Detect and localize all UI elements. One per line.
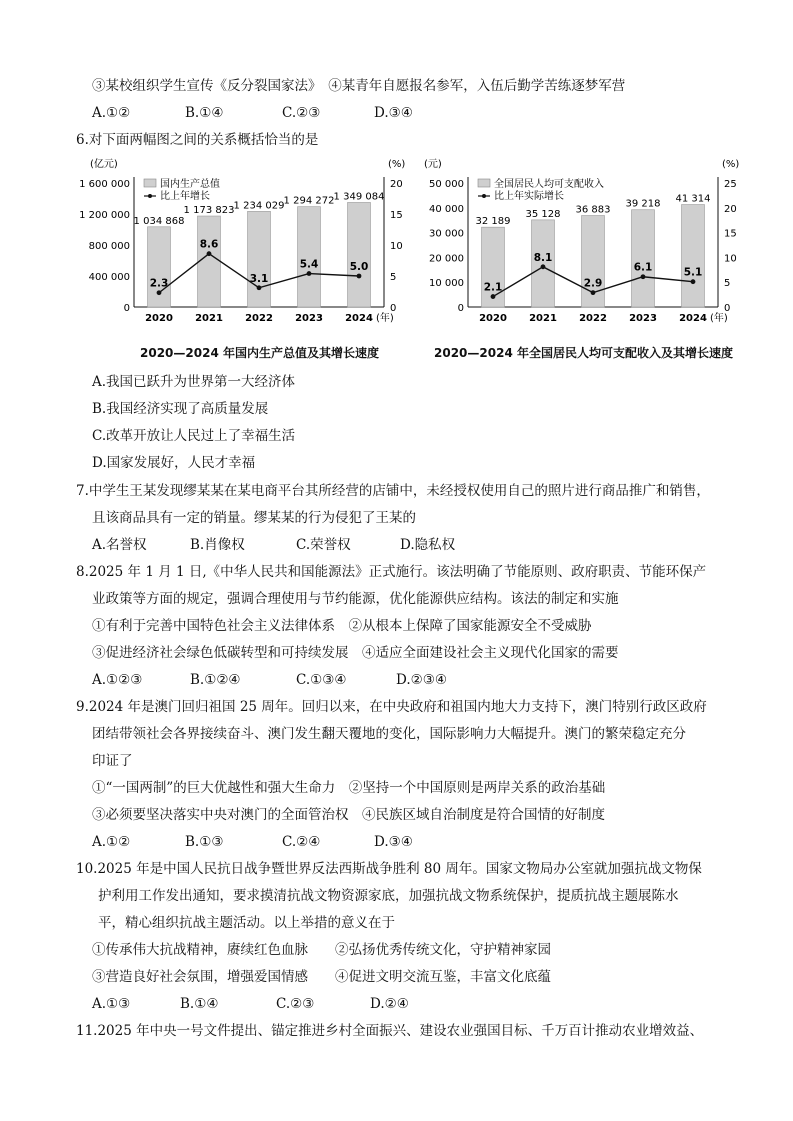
y-right-tick-label: 20 — [390, 179, 403, 190]
growth-point — [157, 290, 162, 295]
legend-bar-label: 全国居民人均可支配收入 — [494, 179, 604, 190]
y-left-tick-label: 50 000 — [429, 179, 464, 190]
q8-option-b: B.①②④ — [190, 672, 241, 688]
bar-value-label: 32 189 — [475, 216, 511, 228]
q5-option-b: B.①④ — [185, 105, 224, 121]
q7-option-b: B.肖像权 — [190, 537, 245, 553]
y-left-tick-label: 20 000 — [429, 253, 464, 265]
y-right-tick-label: 5 — [724, 278, 731, 290]
growth-value-label: 5.0 — [349, 261, 369, 273]
q9-option-c: C.②④ — [282, 834, 321, 850]
q10-statements-1: ①传承伟大抗战精神，赓续红色血脉 ②弘扬优秀传统文化，守护精神家园 — [92, 942, 551, 958]
legend-line-label: 比上年实际增长 — [494, 191, 564, 202]
chart-income — [420, 155, 760, 335]
q5-option-a: A.①② — [92, 105, 131, 121]
x-axis-unit: (年) — [376, 313, 394, 324]
legend-line-label: 比上年增长 — [160, 191, 210, 202]
growth-value-label: 3.1 — [249, 272, 269, 285]
growth-value-label: 2.1 — [483, 281, 503, 294]
growth-point — [641, 274, 646, 279]
y-left-tick-label: 1 200 000 — [79, 210, 130, 221]
q9-statements-1: ①“一国两制”的巨大优越性和强大生命力 ②坚持一个中国原则是两岸关系的政治基础 — [92, 780, 606, 796]
q7-option-d: D.隐私权 — [400, 537, 456, 553]
q6-option-b: B.我国经济实现了高质量发展 — [92, 401, 269, 417]
growth-value-label: 2.9 — [583, 277, 603, 290]
q6-option-d: D.国家发展好，人民才幸福 — [92, 455, 256, 471]
q8-line2: 业政策等方面的规定，强调合理使用与节约能源，优化能源供应结构。该法的制定和实施 — [92, 591, 619, 607]
y-right-tick-label: 15 — [390, 210, 403, 221]
y-right-tick-label: 10 — [724, 253, 737, 265]
q9-line3: 印证了 — [92, 753, 133, 769]
growth-value-label: 5.4 — [299, 258, 319, 271]
chart-income-title: 2020—2024 年全国居民人均可支配收入及其增长速度 — [434, 346, 733, 360]
bar-value-label: 36 883 — [575, 204, 611, 216]
growth-point — [541, 264, 546, 269]
x-axis-unit: (年) — [710, 313, 728, 324]
growth-point — [691, 279, 696, 284]
q5-option-c: C.②③ — [282, 105, 321, 121]
x-tick-label: 2022 — [245, 313, 273, 324]
legend-line-marker — [148, 194, 152, 198]
bar — [198, 216, 221, 307]
q5-statement-line: ③某校组织学生宣传《反分裂国家法》 ④某青年自愿报名参军，入伍后勤学苦练逐梦军营 — [92, 78, 626, 94]
bar-value-label: 39 218 — [625, 198, 661, 210]
y-left-tick-label: 30 000 — [429, 228, 464, 240]
y-left-unit: (元) — [424, 159, 442, 170]
legend-line-marker — [482, 194, 486, 198]
q10-line2: 护利用工作发出通知，要求摸清抗战文物资源家底，加强抗战文物系统保护，提质抗战主题展陈水 — [98, 888, 679, 904]
q10-line3: 平，精心组织抗战主题活动。以上举措的意义在于 — [98, 915, 395, 931]
legend-bar-swatch — [478, 179, 490, 187]
y-right-tick-label: 15 — [724, 228, 737, 240]
legend-bar-label: 国内生产总值 — [160, 179, 220, 190]
q10-line1: 10.2025 年是中国人民抗日战争暨世界反法西斯战争胜利 80 周年。国家文物局办公室就加强抗战文物保 — [76, 861, 702, 877]
bar-value-label: 1 173 823 — [183, 205, 235, 217]
bar-value-label: 35 128 — [525, 208, 561, 220]
q8-option-a: A.①②③ — [92, 672, 143, 688]
bar-value-label: 1 234 029 — [233, 200, 285, 212]
bar — [298, 207, 321, 307]
legend-bar-swatch — [144, 179, 156, 187]
bar-value-label: 1 349 084 — [333, 191, 385, 203]
chart-gdp — [78, 155, 418, 335]
growth-value-label: 8.1 — [533, 251, 553, 264]
y-left-tick-label: 800 000 — [88, 241, 130, 252]
x-tick-label: 2023 — [629, 313, 657, 324]
q8-option-d: D.②③④ — [396, 672, 447, 688]
q7-option-a: A.名誉权 — [92, 537, 147, 553]
bar — [248, 211, 271, 307]
y-right-tick-label: 20 — [724, 203, 737, 215]
q10-option-d: D.②④ — [370, 996, 409, 1012]
q6-option-a: A.我国已跃升为世界第一大经济体 — [92, 374, 296, 390]
q5-option-d: D.③④ — [374, 105, 413, 121]
bar-value-label: 41 314 — [675, 193, 711, 205]
q11-line1: 11.2025 年中央一号文件提出、锚定推进乡村全面振兴、建设农业强国目标、千万百计推动农业增效益、 — [76, 1023, 704, 1039]
growth-point — [307, 271, 312, 276]
y-right-unit: (%) — [722, 159, 740, 170]
growth-value-label: 8.6 — [199, 238, 219, 251]
q9-option-a: A.①② — [92, 834, 131, 850]
bar-value-label: 1 034 868 — [133, 215, 185, 227]
chart-income-svg — [420, 155, 760, 335]
y-left-tick-label: 0 — [123, 303, 130, 314]
y-right-tick-label: 0 — [390, 303, 397, 314]
q6-option-c: C.改革开放让人民过上了幸福生活 — [92, 428, 296, 444]
x-tick-label: 2020 — [145, 313, 173, 324]
q9-option-d: D.③④ — [374, 834, 413, 850]
y-right-tick-label: 0 — [724, 303, 731, 314]
growth-point — [207, 251, 212, 256]
y-left-tick-label: 400 000 — [88, 272, 130, 283]
chart-gdp-svg — [78, 155, 418, 335]
q9-option-b: B.①③ — [185, 834, 224, 850]
q7-line1: 7.中学生王某发现缪某某在某电商平台其所经营的店铺中，未经授权使用自己的照片进行商品推广和销售， — [76, 483, 710, 499]
y-left-tick-label: 40 000 — [429, 203, 464, 215]
q9-statements-2: ③必须要坚决落实中央对澳门的全面管治权 ④民族区域自治制度是符合国情的好制度 — [92, 807, 605, 823]
growth-point — [357, 274, 362, 279]
y-left-tick-label: 1 600 000 — [79, 179, 130, 190]
y-left-unit: (亿元) — [90, 159, 118, 170]
y-right-unit: (%) — [388, 159, 406, 170]
q7-line2: 且该商品具有一定的销量。缪某某的行为侵犯了王某的 — [92, 510, 416, 526]
q8-statements-1: ①有利于完善中国特色社会主义法律体系 ②从根本上保障了国家能源安全不受威胁 — [92, 618, 592, 634]
q8-option-c: C.①③④ — [296, 672, 347, 688]
growth-value-label: 5.1 — [683, 266, 703, 279]
q7-option-c: C.荣誉权 — [296, 537, 351, 553]
q9-line1: 9.2024 年是澳门回归祖国 25 周年。回归以来，在中央政府和祖国内地大力支持下，澳门特别行政区政府 — [76, 699, 707, 715]
q9-line2: 团结带领社会各界接续奋斗、澳门发生翻天覆地的变化，国际影响力大幅提升。澳门的繁荣稳定充分 — [92, 726, 686, 742]
growth-value-label: 2.3 — [149, 277, 169, 290]
y-right-tick-label: 25 — [724, 179, 737, 190]
y-right-tick-label: 5 — [390, 272, 397, 283]
q10-option-b: B.①④ — [180, 996, 219, 1012]
chart-gdp-title: 2020—2024 年国内生产总值及其增长速度 — [140, 346, 379, 360]
x-tick-label: 2021 — [195, 313, 223, 324]
q8-line1: 8.2025 年 1 月 1 日,《中华人民共和国能源法》正式施行。该法明确了节能原则、政府职责、节能环保产 — [76, 564, 707, 580]
q10-option-c: C.②③ — [276, 996, 315, 1012]
q8-statements-2: ③促进经济社会绿色低碳转型和可持续发展 ④适应全面建设社会主义现代化国家的需要 — [92, 645, 619, 661]
growth-point — [591, 290, 596, 295]
growth-point — [491, 294, 496, 299]
y-left-tick-label: 10 000 — [429, 278, 464, 290]
x-tick-label: 2023 — [295, 313, 323, 324]
bar — [348, 202, 371, 307]
q10-statements-2: ③营造良好社会氛围，增强爱国情感 ④促进文明交流互鉴，丰富文化底蕴 — [92, 969, 551, 985]
x-tick-label: 2022 — [579, 313, 607, 324]
y-right-tick-label: 10 — [390, 241, 403, 252]
x-tick-label: 2021 — [529, 313, 557, 324]
q10-option-a: A.①③ — [92, 996, 131, 1012]
y-left-tick-label: 0 — [457, 303, 464, 314]
x-tick-label: 2020 — [479, 313, 507, 324]
q6-stem: 6.对下面两幅图之间的关系概括恰当的是 — [76, 132, 319, 148]
growth-point — [257, 285, 262, 290]
bar — [682, 205, 705, 307]
x-tick-label: 2024 — [679, 313, 707, 324]
bar — [632, 210, 655, 307]
growth-value-label: 6.1 — [633, 261, 653, 274]
x-tick-label: 2024 — [345, 313, 373, 324]
bar-value-label: 1 294 272 — [283, 195, 335, 207]
